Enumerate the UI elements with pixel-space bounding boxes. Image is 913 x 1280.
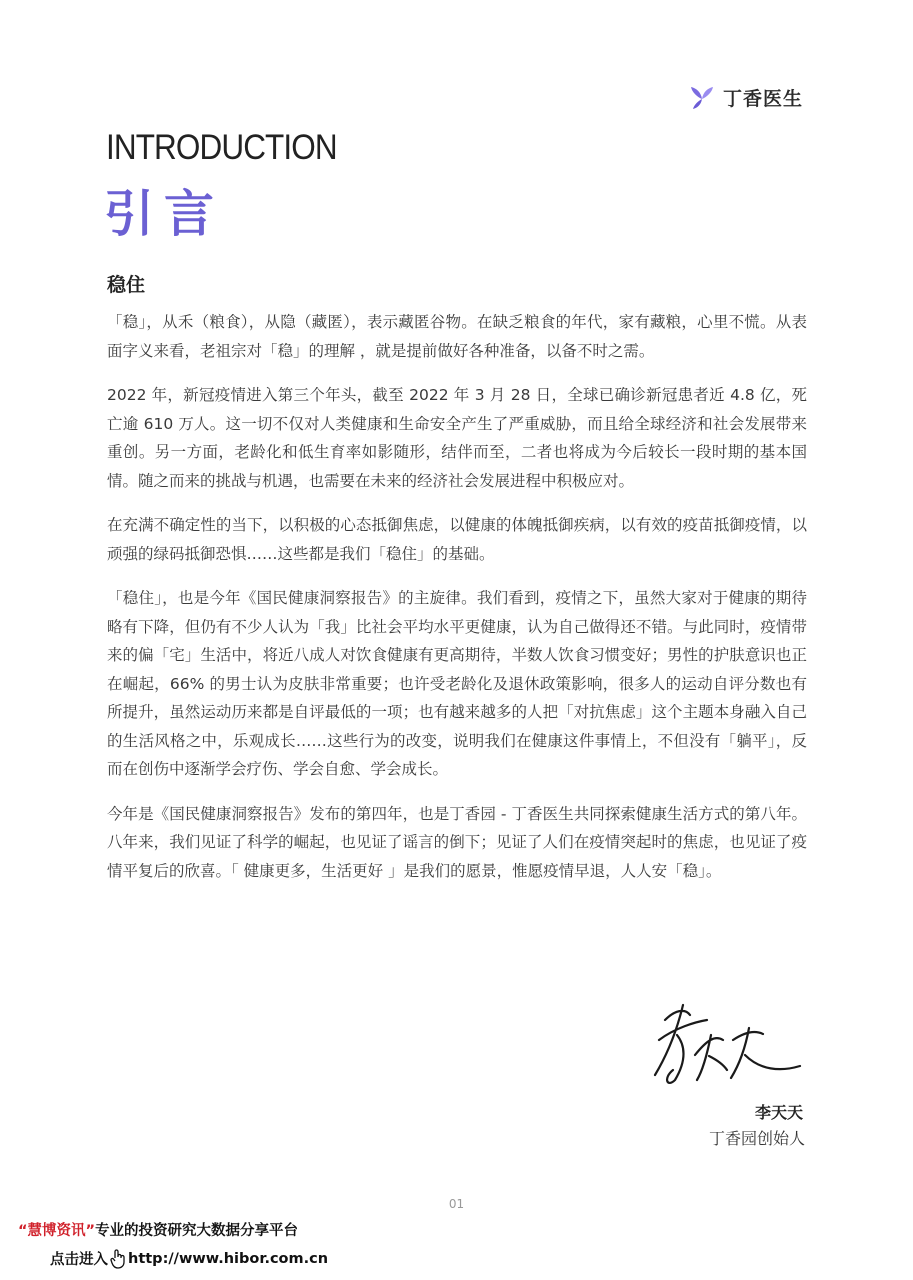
watermark-brand: 慧博资讯 bbox=[27, 1223, 86, 1239]
watermark-tagline bbox=[18, 1219, 298, 1240]
watermark-url[interactable]: http://www.hibor.com.cn bbox=[128, 1250, 329, 1267]
pointer-hand-icon bbox=[110, 1249, 126, 1269]
page-title-cn: 引言 bbox=[104, 185, 224, 243]
paragraph: 「稳住」，也是今年《国民健康洞察报告》的主旋律。我们看到，疫情之下，虽然大家对于健康的期待略有下降，但仍有不少人认为「我」比社会平均水平更健康，认为自己做得还不错。与此同时，疫情带来的偏「宅」生活中，将近八成人对饮食健康有更高期待，半数人饮食习惯变好；男性的护肤意识也正在崛起，66% 的男士认为皮肤非常重要；也许受老龄化及退休政策影响，很多人的运动自评分数也有所提升，虽然运动历来都是自评最低的一项；也有越来越多的人把「对抗焦虑」这个主题本身融入自己的生活风格之中，乐观成长……这些行为的改变，说明我们在健康这件事情上，不但没有「躺平」，反而在创伤中逐渐学会疗伤、学会自愈、学会成长。 bbox=[107, 589, 807, 778]
dxy-flower-icon bbox=[689, 86, 715, 110]
paragraph: 2022 年，新冠疫情进入第三个年头，截至 2022 年 3 月 28 日，全球已确诊新冠患者近 4.8 亿，死亡逾 610 万人。这一切不仅对人类健康和生命安全产生了严重威胁，而且给全球经济和社会发展带来重创。另一方面，老龄化和低生育率如影随形，结伴而至，二者也将成为今后较长一段时期的基本国情。随之而来的挑战与机遇，也需要在未来的经济社会发展进程中积极应对。 bbox=[107, 386, 807, 490]
paragraph: 「稳」，从禾（粮食），从隐（藏匿），表示藏匿谷物。在缺乏粮食的年代，家有藏粮，心里不慌。从表面字义来看，老祖宗对「稳」的理解 ，就是提前做好各种准备，以备不时之需。 bbox=[107, 313, 807, 360]
logo-text: 丁香医生 bbox=[722, 88, 803, 110]
handwritten-signature bbox=[645, 1000, 805, 1095]
watermark-link[interactable] bbox=[50, 1248, 328, 1269]
enter-label: 点击进入 bbox=[50, 1252, 108, 1268]
page-title-en: INTRODUCTION bbox=[106, 128, 337, 167]
close-quote: ” bbox=[85, 1223, 96, 1239]
section-title: 稳住 bbox=[107, 274, 146, 296]
signature-name: 李天天 bbox=[754, 1103, 803, 1122]
page-number: 01 bbox=[448, 1197, 465, 1211]
paragraph: 在充满不确定性的当下，以积极的心态抵御焦虑，以健康的体魄抵御疾病，以有效的疫苗抵御疫情，以顽强的绿码抵御恐惧……这些都是我们「稳住」的基础。 bbox=[107, 516, 807, 563]
dxy-logo bbox=[689, 84, 803, 111]
paragraph: 今年是《国民健康洞察报告》发布的第四年，也是丁香园 - 丁香医生共同探索健康生活方式的第八年。八年来，我们见证了科学的崛起，也见证了谣言的倒下；见证了人们在疫情突起时的焦虑，也见证了疫情平复后的欣喜。「 健康更多，生活更好 」是我们的愿景，惟愿疫情早退，人人安「稳」。 bbox=[107, 804, 807, 880]
signature-role: 丁香园创始人 bbox=[708, 1129, 805, 1148]
watermark-slogan: 专业的投资研究大数据分享平台 bbox=[95, 1223, 299, 1239]
main-content bbox=[107, 268, 807, 901]
open-quote: “ bbox=[18, 1223, 28, 1239]
